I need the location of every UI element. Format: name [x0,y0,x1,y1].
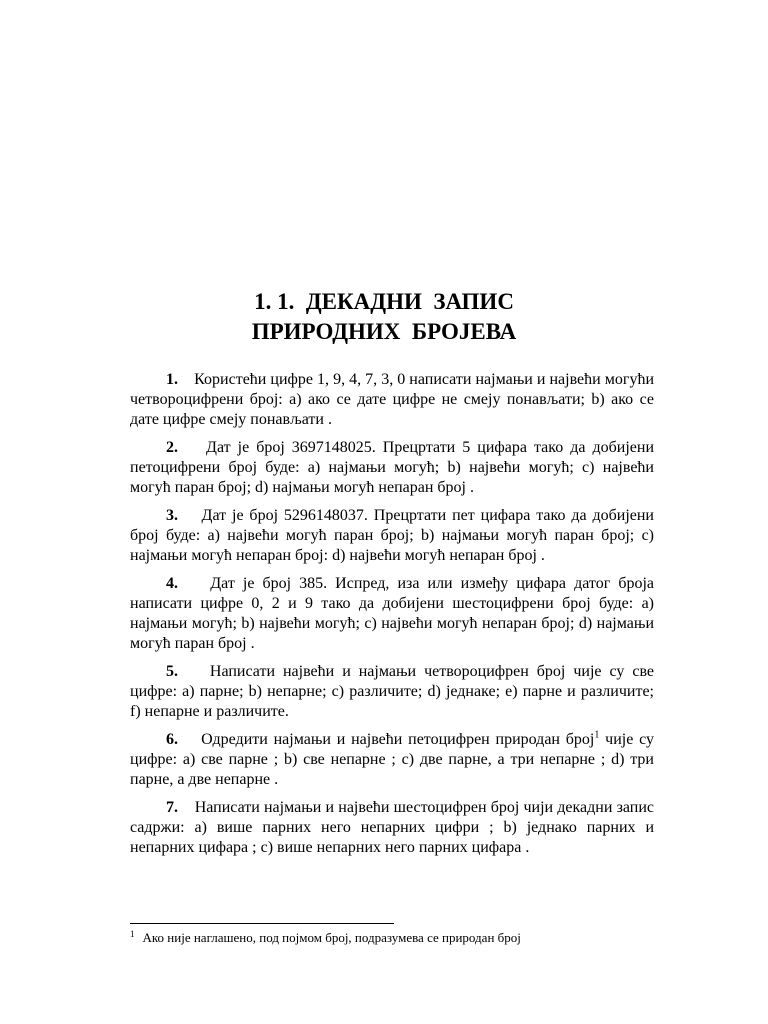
problem-text: Дат је број 3697148025. Прецртати 5 цифара тако да добијени петоцифрени број буде: a) најмањи могућ; b) највећи могућ; c) највећи могућ паран број; d) најмањи могућ непаран број . [130,439,655,496]
problem-2 [130,438,654,498]
problem-text: Дат је број 385. Испред, иза или између цифара датог броја написати цифре 0, 2 и 9 тако да добијени шестоцифрени број буде: a) најмањи могућ; b) највећи могућ; c) највећи могућ непаран број; d) најмањи могућ паран број . [130,575,654,652]
problem-3 [130,506,654,566]
footnote-mark: 1 [130,928,135,939]
problem-number: 5. [166,663,178,680]
problem-number: 7. [166,799,178,816]
problem-text: Дат је број 5296148037. Прецртати пет цифара тако да добијени број буде: a) највећи могућ паран број; b) најмањи могућ паран број; c) најмањи могућ непаран број: d) највећи могућ непаран број . [130,507,654,564]
heading-line-2: ПРИРОДНИХ БРОЈЕВА [251,319,517,344]
section-heading [0,287,768,347]
problem-7 [130,798,654,858]
problem-1 [130,370,654,430]
heading-line-1: 1. 1. ДЕКАДНИ ЗАПИС [254,289,514,314]
problem-5 [130,662,654,722]
footnote [130,930,654,946]
problem-list [130,370,654,866]
problem-number: 4. [166,575,178,592]
footnote-reference: 1 [594,729,600,741]
problem-4 [130,574,654,654]
problem-number: 2. [166,439,178,456]
problem-text: Написати највећи и најмањи четвороцифрен број чије су све цифре: a) парне; b) непарне; c) различите; d) једнаке; e) парне и различите; f) непарне и различите. [130,663,655,720]
problem-text-continued: чије су цифре: a) све парне ; b) све непарне ; c) две парне, а три непарне ; d) три парне, а две непарне . [130,731,655,788]
problem-text: Написати најмањи и највећи шестоцифрен број чији декадни запис садржи: a) више парних него непарних цифри ; b) једнако парних и непарних цифара ; c) више непарних него парних цифара . [130,799,655,856]
problem-number: 3. [166,507,178,524]
footnote-divider [130,923,394,924]
problem-text: Одредити најмањи и највећи петоцифрен природан број [201,731,595,748]
footnote-text: Ако није наглашено, под појмом број, подразумева се природан број [142,930,521,945]
problem-6 [130,730,654,790]
problem-text: Користећи цифре 1, 9, 4, 7, 3, 0 написати најмањи и највећи могући четвороцифрени број: a) ако се дате цифре не смеју понављати; b) ако се дате цифре смеју понављати . [130,371,654,428]
problem-number: 6. [166,731,178,748]
problem-number: 1. [166,371,178,388]
